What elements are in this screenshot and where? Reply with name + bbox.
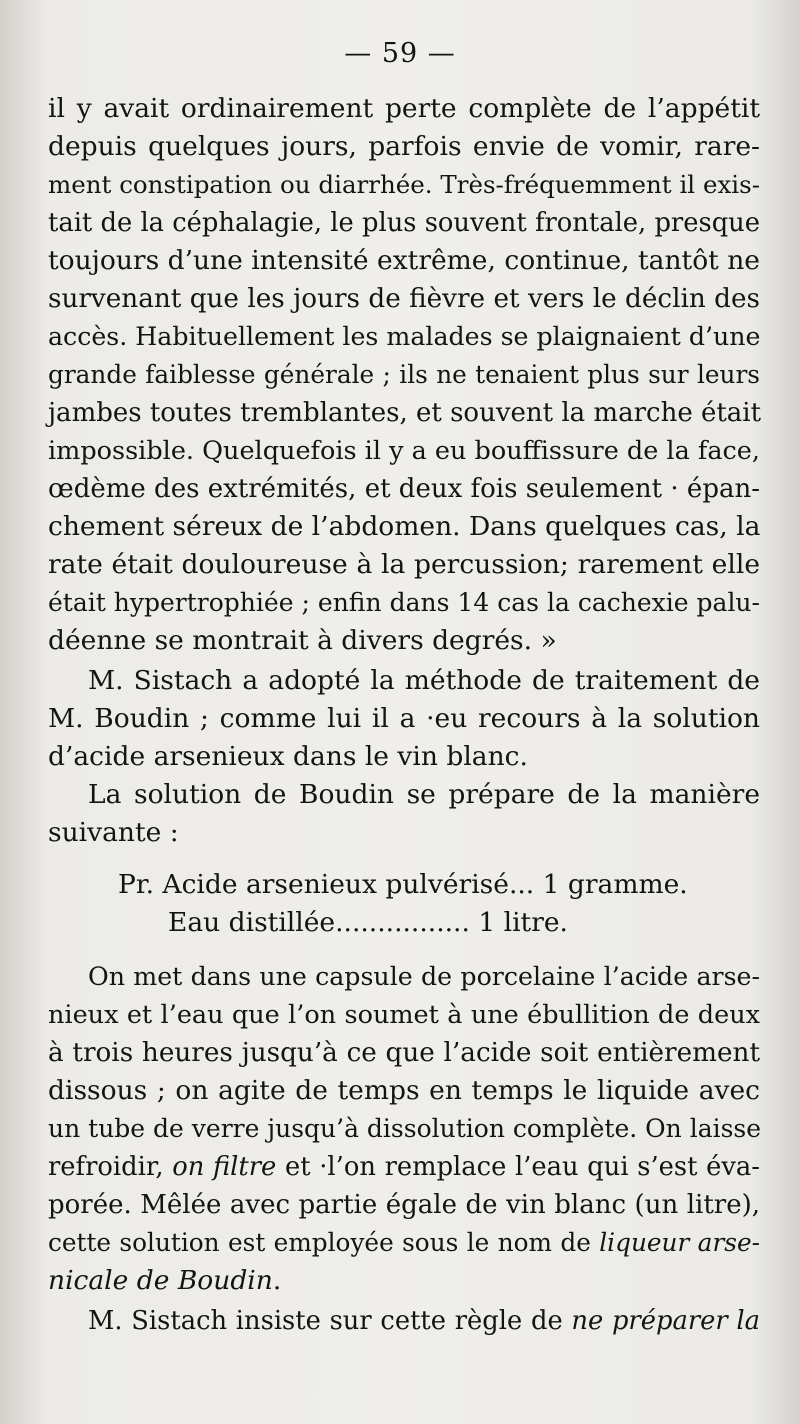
text-line: déenne se montrait à divers degrés. » xyxy=(48,625,557,656)
text-run: et ·l’on remplace l’eau qui s’est éva- xyxy=(276,1152,760,1182)
text-line: nieux et l’eau que l’on soumet à une ébullition de deux xyxy=(48,1000,760,1030)
text-line: œdème des extrémités, et deux fois seulement · épan- xyxy=(48,474,760,504)
text-line: On met dans une capsule de porcelaine l’acide arse- xyxy=(88,962,760,991)
text-run: . xyxy=(272,1265,282,1296)
italic-text: liqueur arse- xyxy=(599,1228,760,1257)
text-line xyxy=(48,1224,760,1262)
text-line: à trois heures jusqu’à ce que l’acide soit entièrement xyxy=(48,1038,760,1068)
text-run: refroidir, xyxy=(48,1152,173,1182)
text-line: toujours d’une intensité extrême, continue, tantôt ne xyxy=(48,245,760,276)
page-number: — 59 — xyxy=(344,38,456,69)
text-line: d’acide arsenieux dans le vin blanc. xyxy=(48,741,528,772)
text-line: La solution de Boudin se prépare de la manière xyxy=(88,779,760,810)
text-line: était hypertrophiée ; enfin dans 14 cas la cachexie palu- xyxy=(48,588,760,617)
text-line: M. Boudin ; comme lui il a ·eu recours à la solution xyxy=(48,703,760,734)
text-line: impossible. Quelquefois il y a eu bouffissure de la face, xyxy=(48,436,760,466)
text-line: il y avait ordinairement perte complète de l’appétit xyxy=(48,93,760,124)
text-line: chement séreux de l’abdomen. Dans quelques cas, la xyxy=(48,511,761,542)
text-line: depuis quelques jours, parfois envie de vomir, rare- xyxy=(48,131,760,162)
text-line xyxy=(48,1148,760,1186)
text-line: accès. Habituellement les malades se plaignaient d’une xyxy=(48,322,761,351)
italic-text: on filtre xyxy=(172,1152,277,1182)
text-line: porée. Mêlée avec partie égale de vin blanc (un litre), xyxy=(48,1190,760,1220)
text-line: M. Sistach a adopté la méthode de traitement de xyxy=(88,665,760,696)
text-line: survenant que les jours de fièvre et vers le déclin des xyxy=(48,284,760,314)
text-line: tait de la céphalagie, le plus souvent frontale, presque xyxy=(48,208,760,238)
text-line: un tube de verre jusqu’à dissolution complète. On laisse xyxy=(48,1114,762,1143)
text-run: cette solution est employée sous le nom de xyxy=(48,1228,600,1257)
italic-text: ne préparer la xyxy=(571,1306,760,1336)
text-line xyxy=(88,1302,760,1340)
text-line: suivante : xyxy=(48,817,179,848)
text-line xyxy=(48,1262,760,1300)
recipe-line: Pr. Acide arsenieux pulvérisé... 1 gramme. xyxy=(118,869,688,900)
text-run: M. Sistach insiste sur cette règle de xyxy=(88,1306,572,1336)
text-line: dissous ; on agite de temps en temps le liquide avec xyxy=(48,1075,760,1106)
recipe-line: Eau distillée................ 1 litre. xyxy=(168,907,568,938)
text-line: grande faiblesse générale ; ils ne tenaient plus sur leurs xyxy=(48,360,760,389)
text-line: ment constipation ou diarrhée. Très-fréquemment il exis- xyxy=(48,170,760,199)
italic-text: nicale de Boudin xyxy=(48,1265,273,1296)
text-line: rate était douloureuse à la percussion; rarement elle xyxy=(48,549,760,580)
text-line: jambes toutes tremblantes, et souvent la marche était xyxy=(48,398,762,428)
